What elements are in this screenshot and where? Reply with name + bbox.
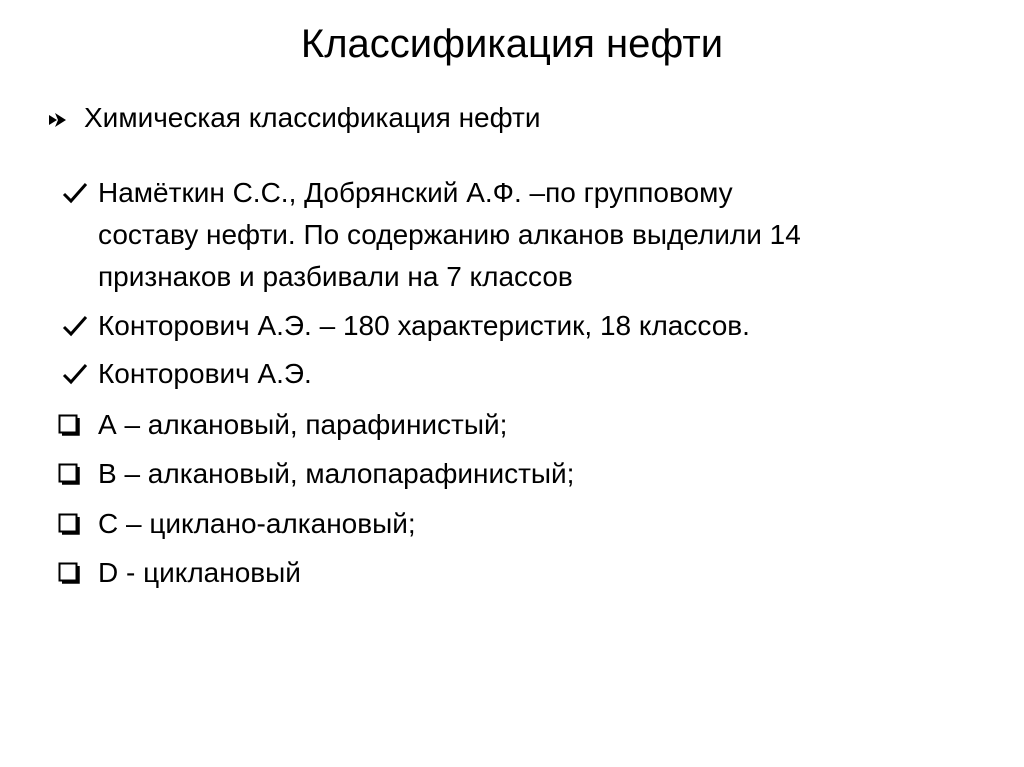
arrow-right-icon [48,112,68,128]
list-item-line: признаков и разбивали на 7 классов [98,261,573,292]
list-item-line: В – алкановый, малопарафинистый; [98,458,575,489]
list-item-text [98,353,998,395]
list-item-text [98,404,998,446]
list-item-text [98,305,998,347]
list-item-text [98,552,998,594]
checkbox-icon [58,562,80,584]
subtitle-text: Химическая классификация нефти [84,102,541,133]
list-item-line: А – алкановый, парафинистый; [98,409,508,440]
checkmark-icon [62,182,88,204]
list-item-line: D - циклановый [98,557,301,588]
slide-title: Классификация нефти [300,22,724,66]
checkbox-icon [58,463,80,485]
checkmark-icon [62,363,88,385]
checkbox-icon [58,414,80,436]
list-item-text [98,503,998,545]
list-item-line: составу нефти. По содержанию алканов выделили 14 [98,219,801,250]
list-item-text [98,172,998,298]
checkmark-icon [62,315,88,337]
list-item-line: Конторович А.Э. [98,358,312,389]
checkbox-icon [58,513,80,535]
list-item-line: Конторович А.Э. – 180 характеристик, 18 классов. [98,310,750,341]
list-item-text [98,453,998,495]
list-item-line: С – циклано-алкановый; [98,508,416,539]
list-item-line: Намёткин С.С., Добрянский А.Ф. –по групповому [98,177,733,208]
